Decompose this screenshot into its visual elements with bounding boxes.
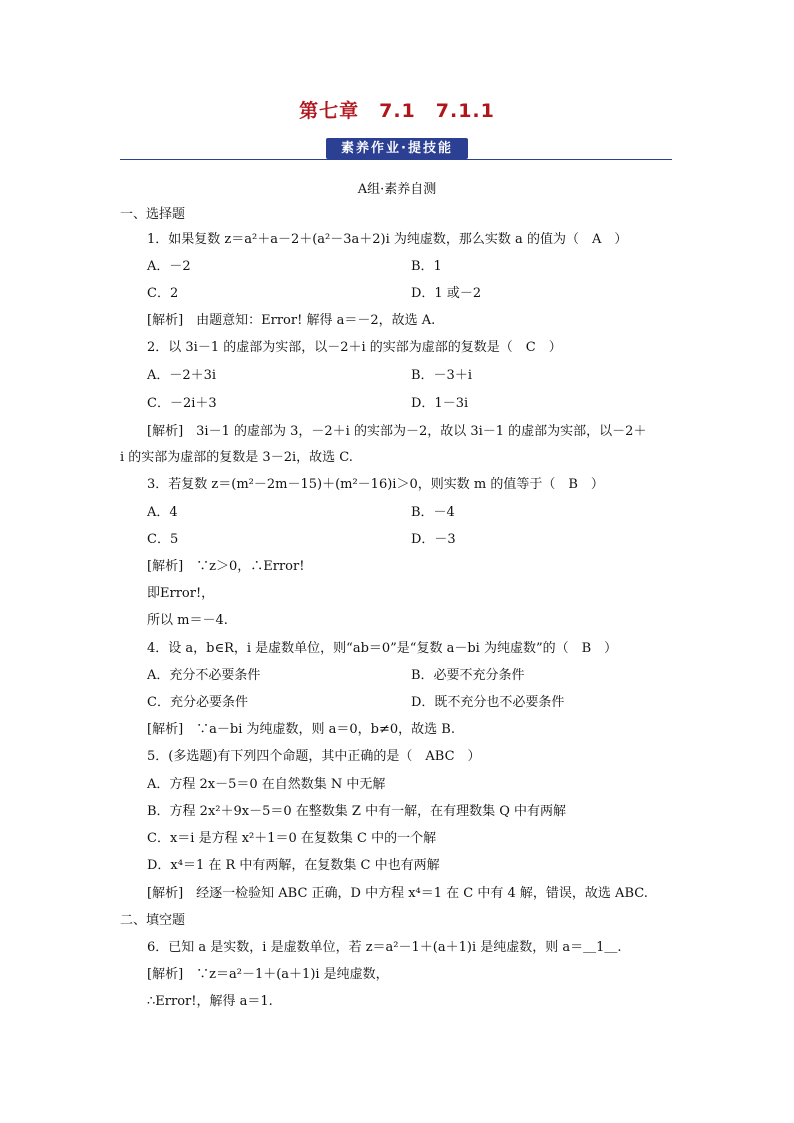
q5-option-a: A．方程 2x－5＝0 在自然数集 N 中无解 <box>147 777 386 792</box>
analysis-2-line2: i 的实部为虚部的复数是 3－2i，故选 C. <box>120 450 353 465</box>
q2-option-b: B．－3＋i <box>411 368 472 383</box>
chapter-title: 第七章 7.1 7.1.1 <box>299 100 495 122</box>
q5-option-b: B．方程 2x²＋9x－5＝0 在整数集 Z 中有一解，在有理数集 Q 中有两解 <box>147 804 566 819</box>
q3-option-a: A．4 <box>147 505 178 520</box>
question-3: 3．若复数 z＝(m²－2m－15)＋(m²－16)i＞0，则实数 m 的值等于（ B ） <box>147 477 604 492</box>
q4-option-d: D．既不充分也不必要条件 <box>411 695 565 710</box>
q3-option-b: B．－4 <box>411 505 455 520</box>
analysis-6-line1: [解析] ∵z＝a²－1＋(a＋1)i 是纯虚数， <box>147 967 389 982</box>
q2-option-c: C．－2i＋3 <box>147 396 217 411</box>
banner-label: 素养作业·提技能 <box>341 141 453 156</box>
analysis-6-line2: ∴Error!，解得 a＝1. <box>147 994 273 1009</box>
analysis-4: [解析] ∵a－bi 为纯虚数，则 a＝0，b≠0，故选 B. <box>147 722 455 737</box>
q1-option-c: C．2 <box>147 286 179 301</box>
section-heading-fill: 二、填空题 <box>120 913 186 928</box>
question-6: 6．已知 a 是实数，i 是虚数单位，若 z＝a²－1＋(a＋1)i 是纯虚数，则 a＝＿1＿. <box>147 940 622 955</box>
analysis-3-line1: [解析] ∵z＞0，∴Error! <box>147 559 305 574</box>
group-title: A组·素养自测 <box>357 182 437 197</box>
header-rule <box>120 159 672 160</box>
q3-option-d: D．－3 <box>411 532 456 547</box>
section-heading-choice: 一、选择题 <box>120 207 186 222</box>
q2-option-d: D．1－3i <box>411 396 469 411</box>
q4-option-b: B．必要不充分条件 <box>411 668 525 683</box>
q5-option-d: D．x⁴＝1 在 R 中有两解，在复数集 C 中也有两解 <box>147 858 440 873</box>
section-banner <box>326 138 468 159</box>
analysis-5: [解析] 经逐一检验知 ABC 正确，D 中方程 x⁴＝1 在 C 中有 4 解，错误，故选 ABC. <box>147 886 648 901</box>
analysis-3-line3: 所以 m＝－4. <box>147 613 228 628</box>
question-5: 5．(多选题)有下列四个命题，其中正确的是（ ABC ） <box>147 749 481 764</box>
q1-option-b: B．1 <box>411 259 442 274</box>
q2-option-a: A．－2＋3i <box>147 368 217 383</box>
analysis-1: [解析] 由题意知：Error! 解得 a＝－2，故选 A. <box>147 313 436 328</box>
question-1: 1．如果复数 z＝a²＋a－2＋(a²－3a＋2)i 为纯虚数，那么实数 a 的值为（ A ） <box>147 232 628 247</box>
q4-option-c: C．充分必要条件 <box>147 695 248 710</box>
q1-option-a: A．－2 <box>147 259 191 274</box>
q3-option-c: C．5 <box>147 532 179 547</box>
q4-option-a: A．充分不必要条件 <box>147 668 261 683</box>
q5-option-c: C．x＝i 是方程 x²＋1＝0 在复数集 C 中的一个解 <box>147 831 437 846</box>
analysis-3-line2: 即Error!， <box>147 586 215 601</box>
question-4: 4．设 a，b∈R，i 是虚数单位，则“ab＝0”是“复数 a－bi 为纯虚数”的（ B ） <box>147 641 618 656</box>
analysis-2-line1: [解析] 3i－1 的虚部为 3，－2＋i 的实部为－2，故以 3i－1 的虚部为实部，以－2＋ <box>147 424 647 439</box>
question-2: 2．以 3i－1 的虚部为实部，以－2＋i 的实部为虚部的复数是（ C ） <box>147 340 562 355</box>
q1-option-d: D．1 或－2 <box>411 286 482 301</box>
